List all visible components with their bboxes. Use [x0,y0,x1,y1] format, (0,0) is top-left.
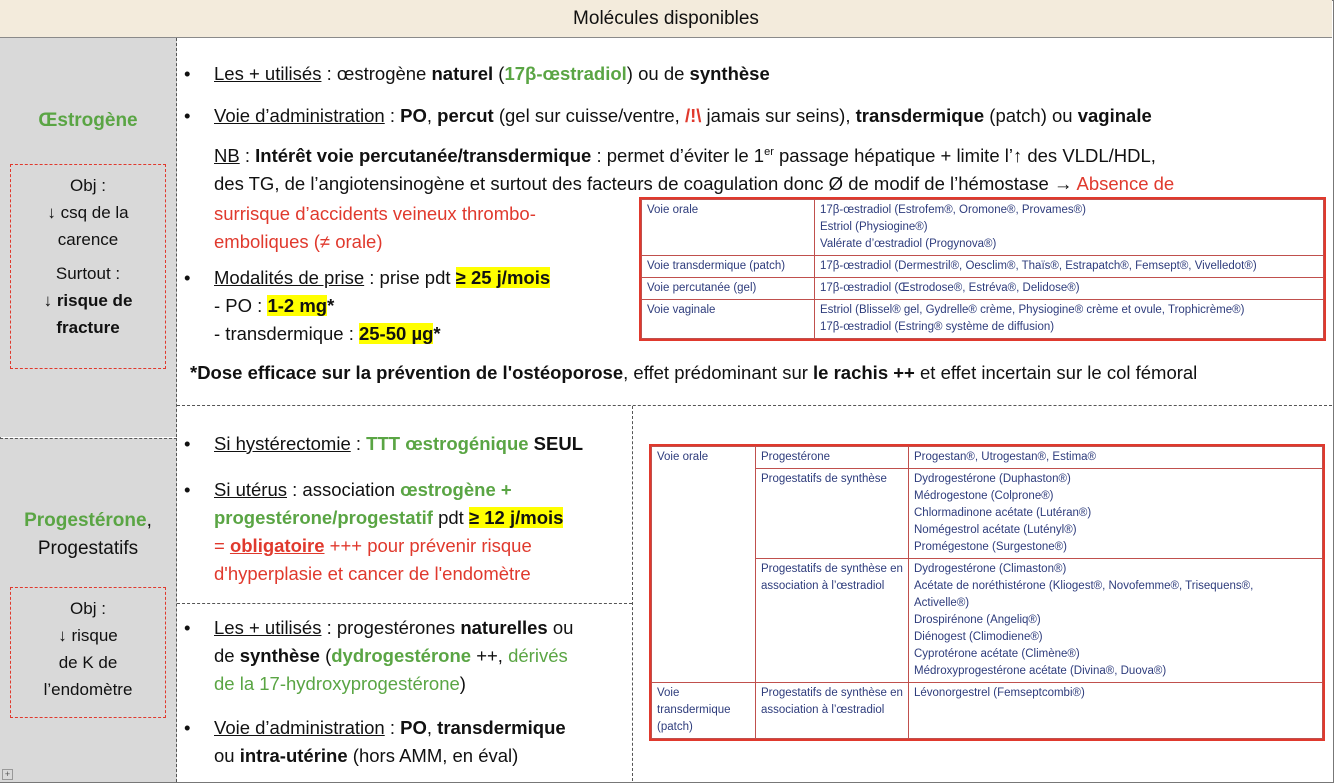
oestrogene-objective-box [10,164,166,369]
text: des TG, de l’angiotensinogène et surtout des facteurs de coagulation donc Ø de modif de l’hémostase [214,173,1054,195]
obj-line: de K de [58,653,118,672]
route-cell: Voie orale [642,200,815,256]
move-handle-icon[interactable]: + [2,769,13,780]
text: TTT œstrogénique [366,433,529,454]
molecule-line: Acétate de noréthistérone (Kliogest®, Novofemme®, Trisequens®, [914,580,1254,592]
text: (patch) ou [984,105,1078,126]
molecule-cell [815,200,1324,256]
text: 17β-œstradiol [504,63,627,84]
text: pdt [432,507,469,528]
bullet-progestatifs-used [186,614,573,698]
page-title [0,0,1332,38]
text: * [433,323,441,344]
molecule-line: Valérate d’œstradiol (Progynova®) [820,238,997,250]
text: percut [437,105,494,126]
molecule-cell: Progestan®, Utrogestan®, Estima® [909,447,1323,469]
label: Si hystérectomie [214,433,351,454]
dosing-po [214,292,334,320]
table-row [642,300,1324,339]
text: *Dose efficace sur la prévention de l'ostéoporose [190,362,624,383]
text: - transdermique : [214,323,359,344]
molecule-line: Cyprotérone acétate (Climène®) [914,648,1080,660]
table-row [642,256,1324,278]
text: synthèse [689,63,770,84]
route-cell: Voie transdermique (patch) [652,683,756,739]
obj-line: carence [57,230,119,249]
text: passage hépatique + limite l’↑ des VLDL/HDL, [773,145,1156,167]
type-cell: Progestatifs de synthèse en association à l’œstradiol [756,683,909,739]
text: naturel [431,63,494,84]
route-cell: Voie transdermique (patch) [642,256,815,278]
text: dydrogestérone [331,645,472,666]
warning-text: /!\ [684,105,702,126]
bullet-oestrogene-route [186,102,1152,130]
text: Absence de [1072,173,1175,195]
arrow-icon: → [1053,173,1073,195]
oestrogene-title: Œstrogène [38,110,138,131]
molecule-cell [815,300,1324,339]
text: * [327,295,335,316]
column-divider [632,406,633,781]
text: œstrogène + [400,479,512,500]
molecule-line: Estriol (Blissel® gel, Gydrelle® crème, Physiogine® crème et ovule, Trophicrème®) [820,304,1245,316]
molecule-line: 17β-œstradiol (Dermestril®, Oesclim®, Thaïs®, Estrapatch®, Femsept®, Vivelledot®) [820,260,1257,272]
molecule-line: Activelle®) [914,597,970,609]
text: emboliques (≠ orale) [214,231,383,253]
text: : [384,105,401,126]
molecule-line: Drospirénone (Angeliq®) [914,614,1041,626]
text: jamais sur seins), [701,105,856,126]
text: PO [400,105,427,126]
bullet-oestrogene-used [186,60,770,88]
text: : [239,145,256,167]
superscript: er [764,146,774,158]
nb-label: NB [214,145,240,167]
text: le rachis ++ [813,362,915,383]
obj-surtout: Surtout : [55,264,121,283]
progesterone-table [651,446,1323,739]
text: , [426,717,438,738]
text: SEUL [528,433,584,454]
progesterone-title [0,507,176,563]
molecule-cell [815,256,1324,278]
table-row [642,200,1324,256]
text: : association [287,479,401,500]
molecule-cell: Lévonorgestrel (Femseptcombi®) [909,683,1323,739]
text: - PO : [214,295,268,316]
molecule-line: Dydrogestérone (Climaston®) [914,563,1067,575]
text: progestérone/progestatif [214,507,433,528]
highlight: 25-50 µg [358,323,434,344]
text: naturelles [460,617,548,638]
dose-note [190,359,1197,387]
text: +++ pour prévenir risque [324,535,532,556]
text: et effet incertain sur le col fémoral [914,362,1198,383]
obj-line: fracture [56,318,120,337]
text: (hors AMM, en éval) [347,745,519,766]
type-cell: Progestérone [756,447,909,469]
molecule-line: Dydrogestérone (Duphaston®) [914,473,1071,485]
highlight: ≥ 12 j/mois [468,507,564,528]
text: PO [400,717,427,738]
text: ( [319,645,332,666]
molecule-cell [909,559,1323,683]
molecule-line: Promégestone (Surgestone®) [914,541,1067,553]
molecule-line: Diénogest (Climodiene®) [914,631,1043,643]
oestrogene-sidebar [0,38,177,437]
text: dérivés [508,645,568,666]
text: surrisque d’accidents veineux thrombo- [214,203,536,225]
progesterone-objective-box [10,587,166,718]
molecule-line: Chlormadinone acétate (Lutéran®) [914,507,1092,519]
bullet-hysterectomy [186,430,583,458]
molecule-line: Médrogestone (Colprone®) [914,490,1054,502]
route-cell: Voie percutanée (gel) [642,278,815,300]
subsection-divider [177,603,632,604]
text: transdermique [855,105,985,126]
text: (gel sur cuisse/ventre, [493,105,685,126]
molecule-line: Estriol (Physiogine®) [820,221,928,233]
obj-label: Obj : [70,599,106,618]
text: , [426,105,438,126]
text: obligatoire [229,535,325,556]
table-row [642,278,1324,300]
text: ) [459,673,466,694]
type-cell: Progestatifs de synthèse [756,469,909,559]
text: ( [493,63,505,84]
text: transdermique [437,717,566,738]
label: Les + utilisés [214,617,322,638]
label: Si utérus [214,479,288,500]
progesterone-title-line2: Progestatifs [37,538,139,559]
text: synthèse [239,645,320,666]
molecule-line: 17β-œstradiol (Estring® système de diffusion) [820,321,1055,333]
highlight: ≥ 25 j/mois [455,267,551,288]
text: = [214,535,230,556]
dosing-transdermal [214,320,441,348]
oestrogene-table [641,199,1324,339]
bullet-oestrogene-dosing [186,264,550,292]
obj-line: ↓ risque de [43,291,133,310]
type-cell: Progestatifs de synthèse en association à l’œstradiol [756,559,909,683]
comma: , [146,510,152,531]
highlight: 1-2 mg [267,295,328,316]
bullet-progesterone-route [186,714,566,770]
text: : [350,433,367,454]
label: Voie d’administration [214,717,385,738]
table-row [652,683,1323,739]
progesterone-sidebar [0,438,177,782]
text: de [214,645,240,666]
obj-line: ↓ risque [58,626,118,645]
obj-line: l’endomètre [43,680,133,699]
page-title-text: Molécules disponibles [573,7,759,29]
molecule-line: 17β-œstradiol (Œstrodose®, Estréva®, Delidose®) [820,282,1080,294]
label: Modalités de prise [214,267,365,288]
label: Voie d’administration [214,105,385,126]
table-row [652,447,1323,469]
progesterone-title-green: Progestérone [24,510,147,531]
molecule-line: Médroxyprogestérone acétate (Divina®, Duova®) [914,665,1167,677]
text: ou [214,745,240,766]
text: : prise pdt [364,267,456,288]
text: : progestérones [321,617,461,638]
text: Intérêt voie percutanée/transdermique [255,145,592,167]
molecule-line: Nomégestrol acétate (Lutényl®) [914,524,1077,536]
text: : [384,717,401,738]
label: Les + utilisés [214,63,322,84]
text: ou [547,617,574,638]
text: de la 17-hydroxyprogestérone [214,673,460,694]
molecule-cell [815,278,1324,300]
text: d'hyperplasie et cancer de l'endomètre [214,563,531,584]
text: vaginale [1077,105,1152,126]
obj-line: ↓ csq de la [47,203,129,222]
text: intra-utérine [239,745,348,766]
route-cell: Voie vaginale [642,300,815,339]
text: : permet d’éviter le 1 [591,145,765,167]
section-divider [177,405,1332,406]
text: : œstrogène [321,63,432,84]
text: ++, [471,645,509,666]
molecule-line: 17β-œstradiol (Estrofem®, Oromone®, Provames®) [820,204,1086,216]
text: ) ou de [626,63,690,84]
obj-label: Obj : [70,176,106,195]
molecule-cell [909,469,1323,559]
bullet-uterus [186,476,563,588]
text: , effet prédominant sur [623,362,814,383]
route-cell: Voie orale [652,447,756,683]
